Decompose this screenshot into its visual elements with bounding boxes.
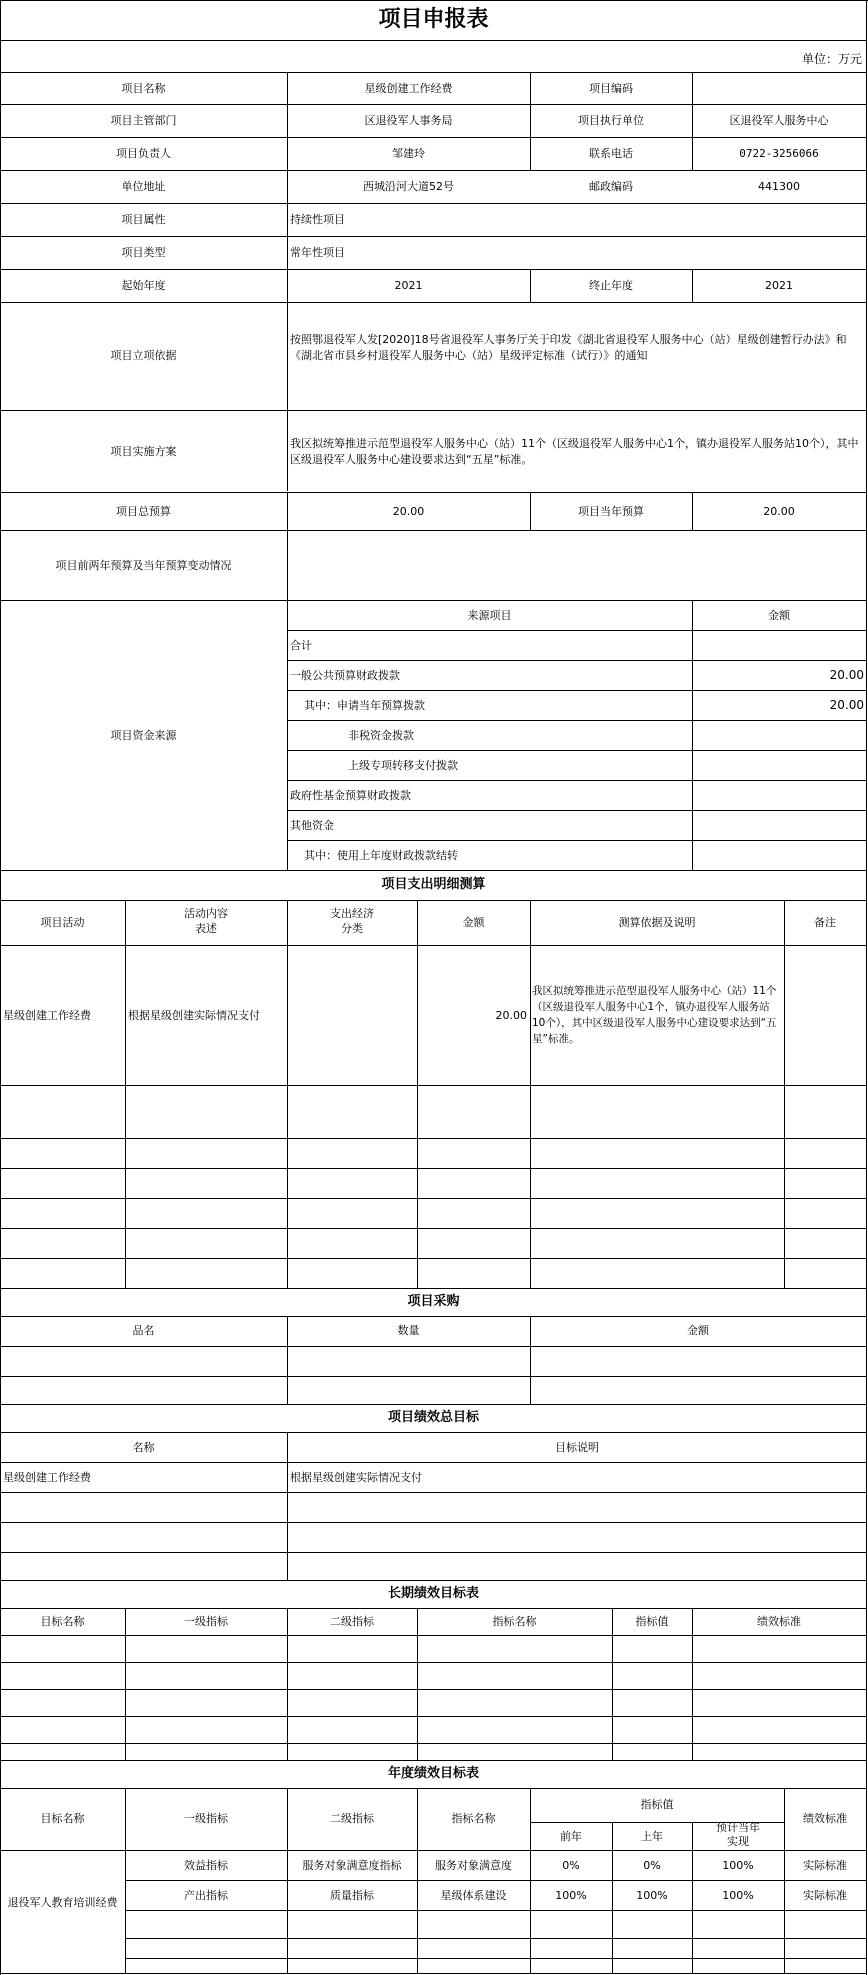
type-label: 项目类型 (121, 246, 166, 259)
grid-line (0, 1432, 867, 1433)
basis-label: 项目立项依据 (110, 349, 177, 362)
grid-line (0, 1376, 867, 1377)
expense-basis: 我区拟统筹推进示范型退役军人服务中心（站）11个（区级退役军人服务中心1个，镇办退役军人服务站10个），其中区级退役军人服务中心建设要求达到“五星”标准。 (532, 985, 777, 1045)
grid-line (0, 302, 867, 303)
grid-line (692, 1608, 693, 1760)
grid-line (287, 720, 867, 721)
grid-line (692, 600, 693, 870)
procurement-header-amount: 金额 (687, 1324, 709, 1337)
grid-line (0, 1689, 867, 1690)
procurement-header-qty: 数量 (397, 1324, 420, 1337)
funding-row-name: 非税资金拨款 (348, 729, 414, 742)
expense-header-category: 支出经济 分类 (330, 907, 374, 935)
zip-label: 邮政编码 (589, 180, 633, 193)
annual-row-level2: 服务对象满意度指标 (302, 1859, 402, 1872)
annual-row-level2: 质量指标 (330, 1889, 374, 1902)
grid-line (0, 1346, 867, 1347)
grid-line (530, 900, 531, 1288)
annual-header-name: 指标名称 (451, 1812, 496, 1825)
start-year-value: 2021 (394, 279, 423, 292)
annual-row-prev: 0% (562, 1859, 580, 1872)
funding-row-name: 其他资金 (290, 819, 334, 832)
border-top (0, 0, 868, 1)
long-term-header-value: 指标值 (635, 1615, 669, 1628)
address-value: 西城沿河大道52号 (363, 180, 454, 193)
grid-line (287, 690, 867, 691)
grid-line (0, 72, 867, 73)
project-name-label: 项目名称 (121, 82, 166, 95)
grid-line (0, 137, 867, 138)
expense-activity: 星级创建工作经费 (3, 1009, 91, 1022)
expense-header-amount: 金额 (462, 916, 485, 929)
funding-label: 项目资金来源 (110, 729, 177, 742)
annual-header-standard: 绩效标准 (803, 1812, 847, 1825)
phone-value: 0722-3256066 (739, 147, 819, 160)
grid-line (0, 1973, 867, 1974)
annual-header-last: 上年 (641, 1830, 663, 1843)
funding-row-amount: 20.00 (829, 668, 864, 682)
expense-section-title: 项目支出明细测算 (381, 877, 486, 892)
total-budget-label: 项目总预算 (116, 505, 171, 518)
grid-line (287, 630, 867, 631)
grid-line (125, 900, 126, 1288)
grid-line (287, 840, 867, 841)
annual-row-expected: 100% (722, 1859, 754, 1872)
grid-line (0, 40, 867, 41)
grid-line (125, 1958, 867, 1959)
funding-row-amount: 20.00 (829, 698, 864, 712)
grid-line (0, 1492, 867, 1493)
grid-line (0, 1716, 867, 1717)
grid-line (0, 236, 867, 237)
grid-line (0, 203, 867, 204)
annual-row-last: 0% (643, 1859, 661, 1872)
grid-line (287, 269, 288, 491)
grid-line (125, 1938, 867, 1939)
annual-row-name: 星级体系建设 (440, 1889, 507, 1902)
type-value: 常年性项目 (290, 246, 345, 259)
annual-row-standard: 实际标准 (803, 1859, 847, 1872)
plan-label: 项目实施方案 (110, 445, 177, 458)
grid-line (417, 900, 418, 1288)
expense-amount: 20.00 (495, 1009, 527, 1022)
expense-header-activity: 项目活动 (40, 916, 85, 929)
grid-line (0, 600, 867, 601)
zip-value: 441300 (758, 180, 800, 193)
total-budget-value: 20.00 (392, 505, 425, 518)
expense-header-content: 活动内容 表述 (184, 907, 228, 935)
annual-header-expected: 预计当年 实现 (716, 1821, 760, 1848)
grid-line (0, 1552, 867, 1553)
grid-line (287, 780, 867, 781)
annual-row-level1: 产出指标 (184, 1889, 228, 1902)
long-term-header-level1: 一级指标 (184, 1615, 228, 1628)
annual-goal-name: 退役军人教育培训经费 (7, 1896, 118, 1909)
annual-header-value: 指标值 (640, 1798, 674, 1811)
funding-row-name: 合计 (290, 639, 312, 652)
dept-label: 项目主管部门 (110, 114, 177, 127)
overall-goal-section-title: 项目绩效总目标 (387, 1410, 479, 1425)
grid-line (0, 1198, 867, 1199)
grid-line (0, 1743, 867, 1744)
funding-row-name: 政府性基金预算财政拨款 (290, 789, 411, 802)
address-label: 单位地址 (121, 180, 166, 193)
exec-unit-label: 项目执行单位 (578, 114, 644, 127)
project-name-value: 星级创建工作经费 (364, 82, 453, 95)
project-code-label: 项目编码 (589, 82, 633, 95)
grid-line (0, 870, 867, 871)
long-term-header-standard: 绩效标准 (757, 1615, 801, 1628)
grid-line (125, 1608, 126, 1760)
grid-line (612, 1608, 613, 1760)
grid-line (0, 900, 867, 901)
grid-line (0, 1635, 867, 1636)
grid-line (0, 1760, 867, 1761)
grid-line (0, 1608, 867, 1609)
expense-content: 根据星级创建实际情况支付 (128, 1009, 260, 1022)
overall-goal-header-name: 名称 (132, 1441, 155, 1454)
grid-line (0, 269, 867, 270)
procurement-header-name: 品名 (132, 1324, 155, 1337)
grid-line (0, 1138, 867, 1139)
grid-line (0, 1288, 867, 1289)
grid-line (0, 1316, 867, 1317)
annual-row-last: 100% (636, 1889, 668, 1902)
grid-line (0, 1462, 867, 1463)
expense-header-note: 备注 (814, 916, 836, 929)
overall-goal-header-desc: 目标说明 (555, 1441, 599, 1454)
grid-line (784, 900, 785, 1288)
grid-line (0, 410, 867, 411)
long-term-section-title: 长期绩效目标表 (387, 1586, 479, 1601)
page-title: 项目申报表 (378, 7, 489, 32)
year-budget-label: 项目当年预算 (578, 505, 644, 518)
grid-line (0, 1168, 867, 1169)
annual-header-level2: 二级指标 (330, 1812, 374, 1825)
annual-header-prev: 前年 (560, 1830, 582, 1843)
long-term-header-level2: 二级指标 (330, 1615, 374, 1628)
grid-line (0, 1404, 867, 1405)
change-label: 项目前两年预算及当年预算变动情况 (55, 559, 232, 572)
grid-line (287, 492, 288, 870)
plan-value: 我区拟统筹推进示范型退役军人服务中心（站）11个（区级退役军人服务中心1个，镇办退役军人服务站10个），其中区级退役军人服务中心建设要求达到“五星”标准。 (290, 437, 859, 466)
procurement-section-title: 项目采购 (407, 1294, 460, 1309)
funding-row-name: 其中：使用上年度财政拨款结转 (304, 849, 458, 862)
exec-unit-value: 区退役军人服务中心 (729, 114, 829, 127)
basis-value: 按照鄂退役军人发[2020]18号省退役军人事务厅关于印发《湖北省退役军人服务中心（站）星级创建暂行办法》和《湖北省市县乡村退役军人服务中心（站）星级评定标准（试行）》的通知 (290, 333, 847, 362)
grid-line (287, 900, 288, 1288)
end-year-value: 2021 (765, 279, 793, 292)
grid-line (0, 1788, 867, 1789)
leader-label: 项目负责人 (116, 147, 171, 160)
start-year-label: 起始年度 (121, 279, 166, 292)
grid-line (287, 810, 867, 811)
grid-line (0, 1522, 867, 1523)
annual-section-title: 年度绩效目标表 (387, 1766, 479, 1781)
grid-line (125, 1910, 867, 1911)
funding-col-amount: 金额 (768, 609, 790, 622)
funding-row-name: 上级专项转移支付拨款 (348, 759, 458, 772)
funding-row-name: 一般公共预算财政拨款 (290, 669, 400, 682)
funding-row-name: 其中：申请当年预算拨款 (304, 699, 425, 712)
annual-row-name: 服务对象满意度 (435, 1859, 512, 1872)
dept-value: 区退役军人事务局 (364, 114, 453, 127)
annual-row-expected: 100% (722, 1889, 754, 1902)
annual-row-level1: 效益指标 (184, 1859, 228, 1872)
long-term-header-goal: 目标名称 (40, 1615, 85, 1628)
overall-goal-desc: 根据星级创建实际情况支付 (290, 1471, 422, 1484)
expense-header-basis: 测算依据及说明 (618, 916, 696, 929)
grid-line (0, 1228, 867, 1229)
grid-line (0, 945, 867, 946)
unit-label: 单位：万元 (801, 52, 862, 66)
annual-row-prev: 100% (555, 1889, 587, 1902)
grid-line (287, 750, 867, 751)
grid-line (417, 1608, 418, 1760)
border-right (866, 0, 867, 1975)
annual-header-goal: 目标名称 (40, 1812, 85, 1825)
grid-line (0, 1850, 867, 1851)
grid-line (0, 1258, 867, 1259)
grid-line (0, 1662, 867, 1663)
grid-line (0, 170, 867, 171)
attr-label: 项目属性 (121, 213, 166, 226)
year-budget-value: 20.00 (763, 505, 795, 518)
grid-line (0, 1085, 867, 1086)
grid-line (0, 492, 867, 493)
annual-header-level1: 一级指标 (184, 1812, 228, 1825)
attr-value: 持续性项目 (290, 213, 345, 226)
long-term-header-name: 指标名称 (492, 1615, 537, 1628)
overall-goal-name: 星级创建工作经费 (3, 1471, 91, 1484)
grid-line (0, 1580, 867, 1581)
annual-row-standard: 实际标准 (803, 1889, 847, 1902)
grid-line (287, 1608, 288, 1760)
grid-line (125, 1880, 867, 1881)
grid-line (0, 530, 867, 531)
grid-line (287, 660, 867, 661)
grid-line (530, 1788, 531, 1974)
phone-label: 联系电话 (589, 147, 633, 160)
grid-line (0, 104, 867, 105)
border-left (0, 0, 1, 1975)
leader-value: 邹建玲 (392, 147, 425, 160)
end-year-label: 终止年度 (589, 279, 633, 292)
funding-col-source: 来源项目 (467, 609, 512, 622)
